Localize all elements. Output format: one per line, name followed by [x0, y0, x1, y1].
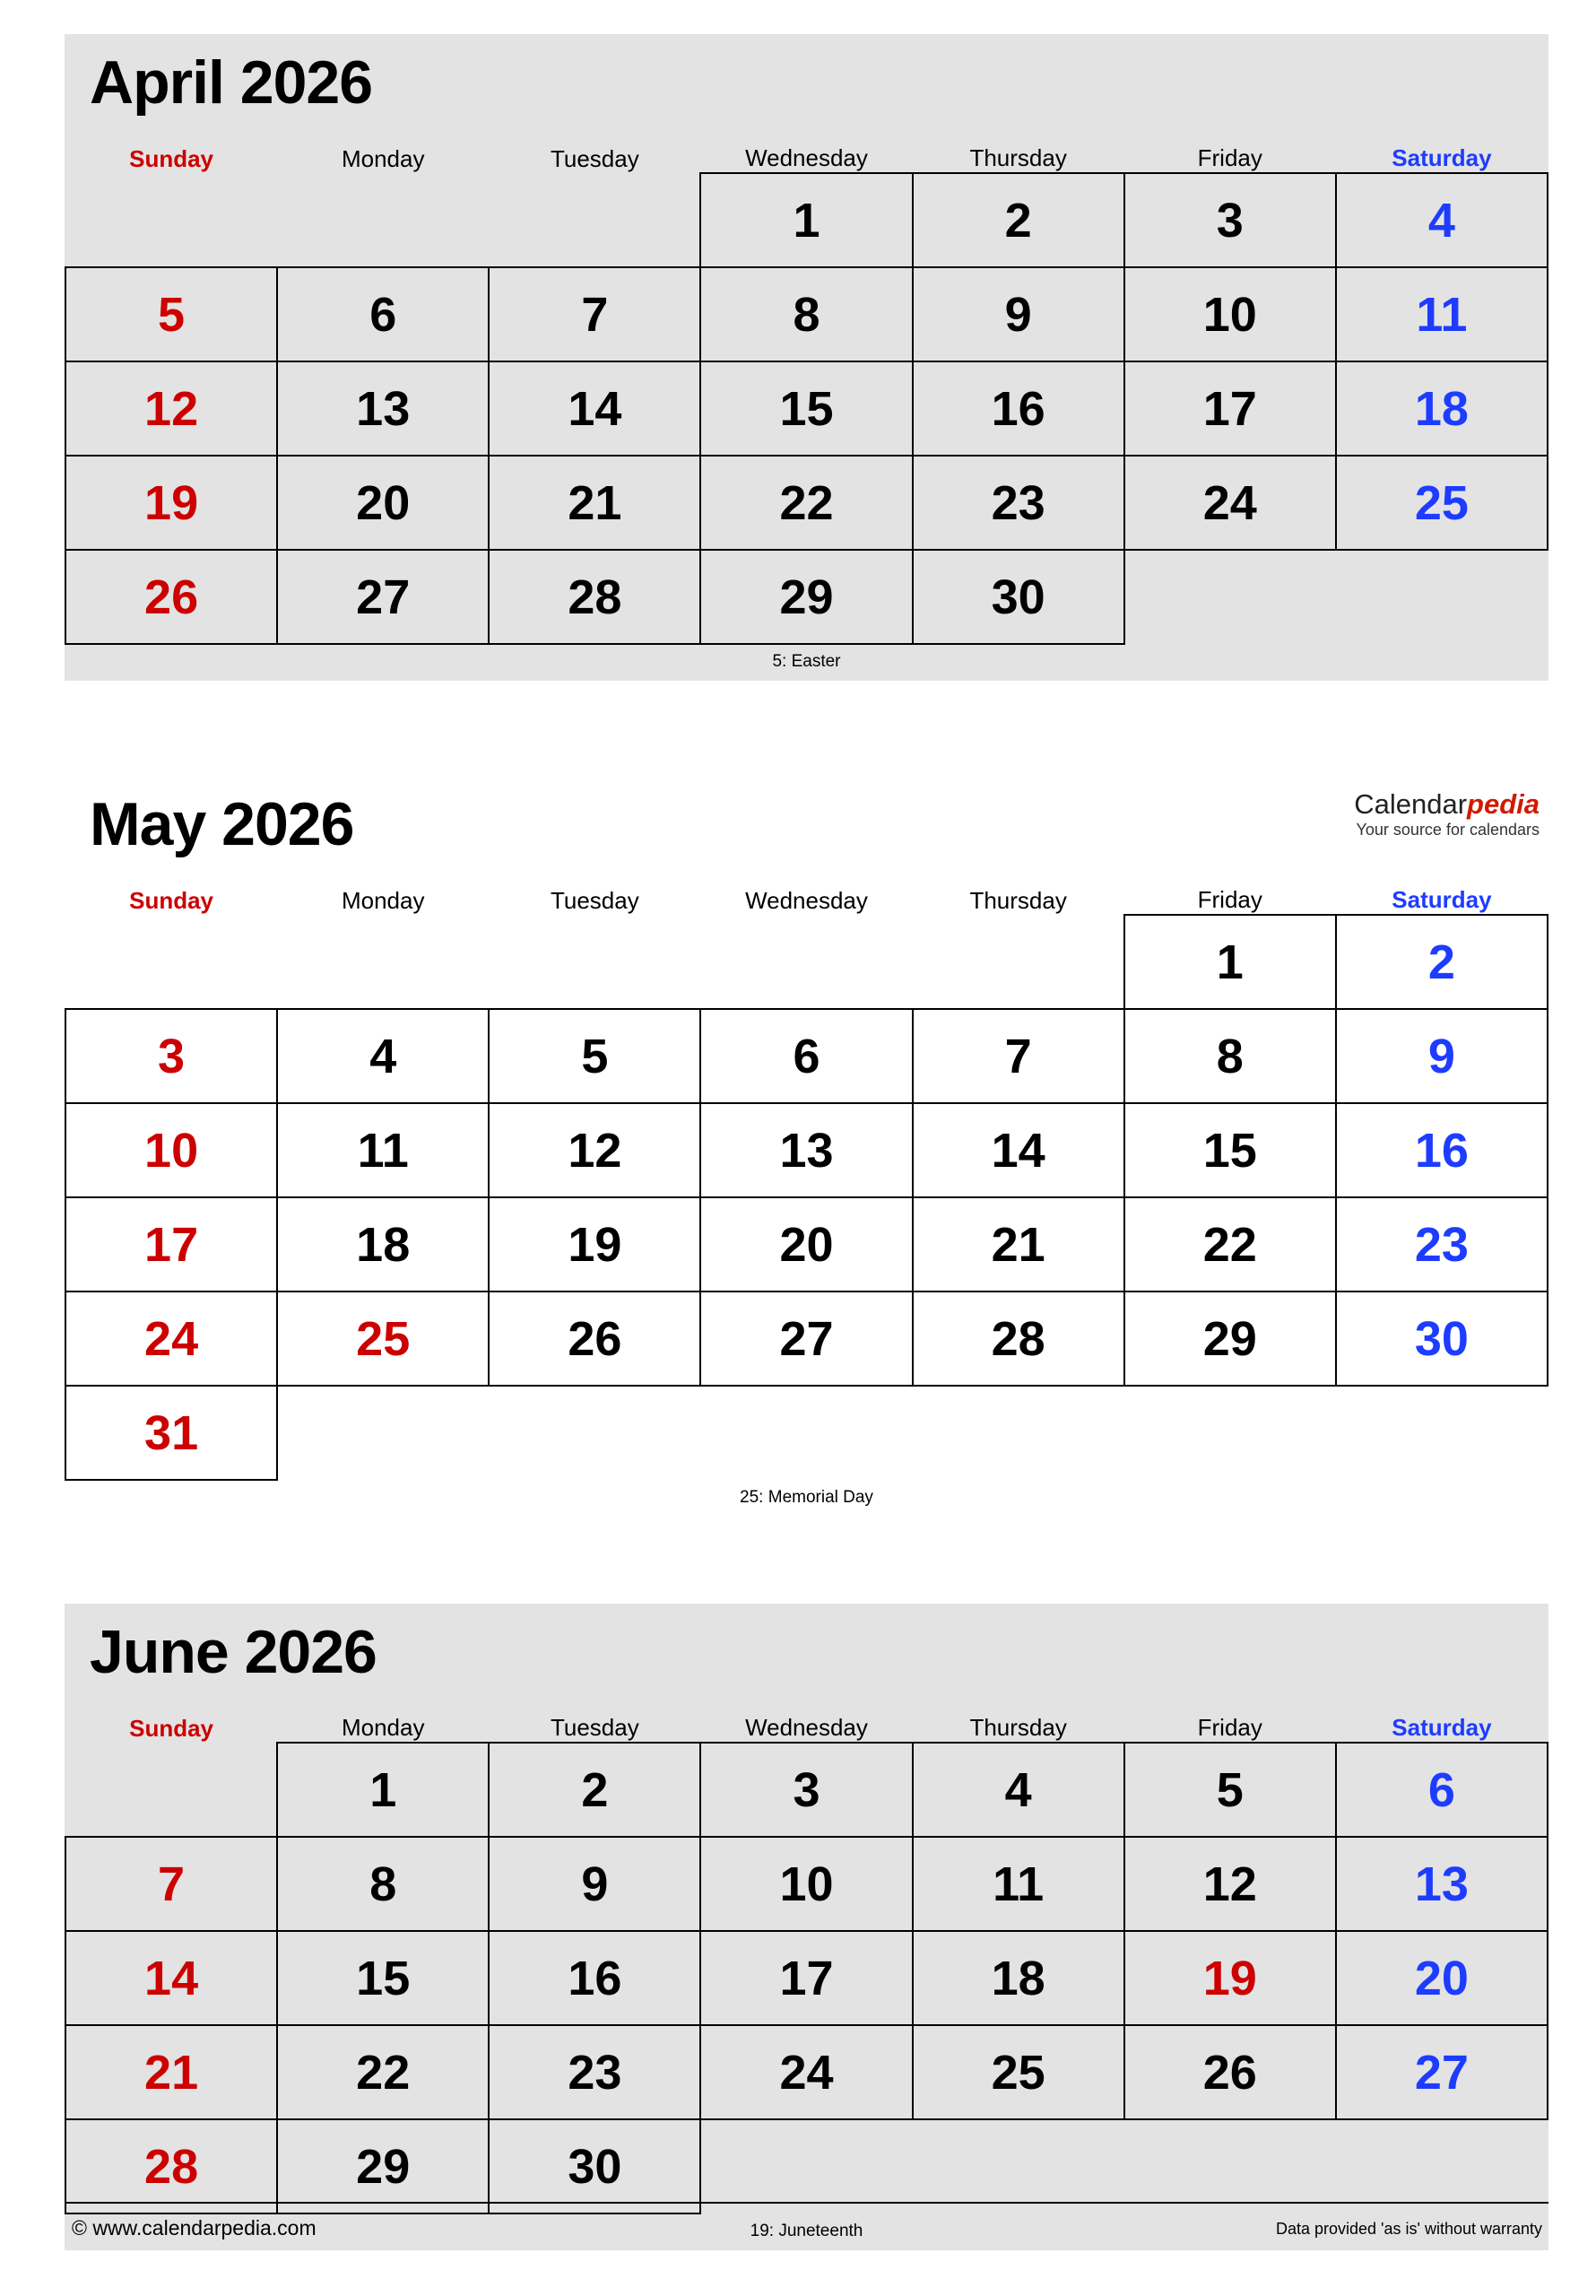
calendar-day-empty [277, 1386, 1548, 1480]
calendar-week-row [65, 1837, 1548, 1931]
month-header-april [65, 34, 1548, 135]
month-note-june: 19: Juneteenth [750, 2222, 863, 2240]
calendar-day-cell[interactable]: 28 [913, 1292, 1124, 1386]
calendar-day-cell[interactable]: 27 [700, 1292, 912, 1386]
weekday-saturday: Saturday [1392, 1714, 1492, 1741]
calendar-day-cell[interactable]: 12 [489, 1103, 700, 1197]
calendar-day-cell[interactable]: 1 [700, 173, 912, 267]
calendar-day-cell[interactable]: 24 [65, 1292, 277, 1386]
calendar-day-cell[interactable]: 17 [1124, 361, 1336, 456]
calendar-day-cell[interactable]: 10 [65, 1103, 277, 1197]
calendar-day-cell[interactable]: 23 [489, 2025, 700, 2119]
calendar-day-cell[interactable]: 17 [700, 1931, 912, 2025]
weekday-monday: Monday [341, 145, 425, 172]
calendar-week-row [65, 1197, 1548, 1292]
weekday-tuesday: Tuesday [550, 145, 639, 172]
calendar-body-june [65, 1743, 1548, 2213]
weekday-wednesday: Wednesday [745, 144, 868, 171]
calendar-day-empty [65, 915, 1124, 1009]
calendar-week-row [65, 1292, 1548, 1386]
calendar-day-cell[interactable]: 27 [277, 550, 489, 644]
calendar-day-cell[interactable]: 8 [700, 267, 912, 361]
calendar-day-cell[interactable]: 28 [489, 550, 700, 644]
calendar-day-empty [700, 2119, 1548, 2213]
month-block-may [65, 776, 1548, 1517]
calendar-day-cell[interactable]: 11 [913, 1837, 1124, 1931]
calendar-day-cell[interactable]: 19 [65, 456, 277, 550]
calendar-day-cell[interactable]: 1 [277, 1743, 489, 1837]
calendar-day-cell[interactable]: 8 [1124, 1009, 1336, 1103]
calendar-day-cell[interactable]: 25 [1336, 456, 1548, 550]
calendar-day-cell[interactable]: 5 [65, 267, 277, 361]
weekday-thursday: Thursday [969, 887, 1067, 914]
calendar-table-june [65, 1704, 1548, 2214]
weekday-header-row [65, 135, 1548, 173]
calendar-day-empty [65, 173, 700, 267]
month-title-april: April 2026 [90, 48, 373, 117]
footer-disclaimer: Data provided 'as is' without warranty [1275, 2220, 1542, 2238]
calendar-day-cell[interactable]: 7 [913, 1009, 1124, 1103]
calendar-day-cell[interactable]: 6 [277, 267, 489, 361]
calendar-day-cell[interactable]: 15 [700, 361, 912, 456]
calendar-day-cell[interactable]: 4 [1336, 173, 1548, 267]
weekday-header-row [65, 1704, 1548, 1743]
calendar-day-cell[interactable]: 20 [700, 1197, 912, 1292]
calendar-day-cell[interactable]: 18 [1336, 361, 1548, 456]
calendar-day-cell[interactable]: 8 [277, 1837, 489, 1931]
month-note-april: 5: Easter [772, 652, 841, 671]
calendar-week-row [65, 2119, 1548, 2213]
weekday-thursday: Thursday [969, 144, 1067, 171]
calendar-day-cell[interactable]: 20 [1336, 1931, 1548, 2025]
calendar-day-cell[interactable]: 6 [700, 1009, 912, 1103]
weekday-monday: Monday [341, 1714, 425, 1741]
calendar-day-cell[interactable]: 18 [277, 1197, 489, 1292]
calendar-week-row [65, 550, 1548, 644]
calendar-week-row [65, 1009, 1548, 1103]
calendar-day-cell[interactable]: 24 [1124, 456, 1336, 550]
calendar-day-cell[interactable]: 25 [277, 1292, 489, 1386]
calendar-day-empty [65, 1743, 277, 1837]
calendar-day-cell[interactable]: 28 [65, 2119, 277, 2213]
month-header-may [65, 776, 1548, 876]
calendar-day-cell[interactable]: 2 [1336, 915, 1548, 1009]
weekday-saturday: Saturday [1392, 144, 1492, 171]
calendar-day-cell[interactable]: 7 [489, 267, 700, 361]
calendar-table-may [65, 876, 1548, 1481]
calendar-week-row [65, 1743, 1548, 1837]
calendar-day-cell[interactable]: 5 [489, 1009, 700, 1103]
footer-divider [65, 2202, 1548, 2204]
calendar-day-cell[interactable]: 12 [1124, 1837, 1336, 1931]
weekday-thursday: Thursday [969, 1714, 1067, 1741]
calendar-day-cell[interactable]: 9 [1336, 1009, 1548, 1103]
calendar-day-cell[interactable]: 7 [65, 1837, 277, 1931]
weekday-monday: Monday [341, 887, 425, 914]
calendar-week-row [65, 173, 1548, 267]
weekday-tuesday: Tuesday [550, 1714, 639, 1741]
calendar-day-cell[interactable]: 3 [65, 1009, 277, 1103]
weekday-sunday: Sunday [129, 1715, 214, 1742]
calendar-body-may [65, 915, 1548, 1480]
calendar-day-cell[interactable]: 30 [913, 550, 1124, 644]
calendar-day-cell[interactable]: 22 [700, 456, 912, 550]
calendar-day-cell[interactable]: 29 [277, 2119, 489, 2213]
calendar-day-cell[interactable]: 19 [489, 1197, 700, 1292]
weekday-wednesday: Wednesday [745, 1714, 868, 1741]
calendar-week-row [65, 1931, 1548, 2025]
calendar-day-cell[interactable]: 29 [1124, 1292, 1336, 1386]
calendar-day-cell[interactable]: 14 [65, 1931, 277, 2025]
calendar-day-cell[interactable]: 25 [913, 2025, 1124, 2119]
calendar-week-row [65, 267, 1548, 361]
calendar-day-cell[interactable]: 4 [913, 1743, 1124, 1837]
calendar-day-cell[interactable]: 15 [1124, 1103, 1336, 1197]
calendar-day-cell[interactable]: 4 [277, 1009, 489, 1103]
weekday-saturday: Saturday [1392, 886, 1492, 913]
calendar-day-cell[interactable]: 23 [1336, 1197, 1548, 1292]
month-block-april [65, 34, 1548, 681]
calendar-day-cell[interactable]: 22 [1124, 1197, 1336, 1292]
weekday-header-row [65, 876, 1548, 915]
calendar-week-row [65, 361, 1548, 456]
calendar-day-cell[interactable]: 11 [277, 1103, 489, 1197]
calendar-day-cell[interactable]: 3 [1124, 173, 1336, 267]
brand-logo [1354, 788, 1540, 839]
brand-tagline: Your source for calendars [1356, 820, 1540, 839]
calendar-day-cell[interactable]: 31 [65, 1386, 277, 1480]
weekday-tuesday: Tuesday [550, 887, 639, 914]
weekday-friday: Friday [1197, 144, 1262, 171]
page-footer [0, 2202, 1596, 2296]
calendar-day-cell[interactable]: 20 [277, 456, 489, 550]
month-header-june [65, 1604, 1548, 1704]
calendar-day-cell[interactable]: 15 [277, 1931, 489, 2025]
calendar-day-cell[interactable]: 21 [913, 1197, 1124, 1292]
calendar-day-cell[interactable]: 3 [700, 1743, 912, 1837]
brand-name-bold: pedia [1467, 788, 1540, 820]
calendar-day-cell[interactable]: 16 [489, 1931, 700, 2025]
calendar-day-cell[interactable]: 10 [700, 1837, 912, 1931]
calendar-table-april [65, 135, 1548, 645]
calendar-day-cell[interactable]: 18 [913, 1931, 1124, 2025]
calendar-week-row [65, 1386, 1548, 1480]
calendar-day-cell[interactable]: 21 [65, 2025, 277, 2119]
calendar-day-cell[interactable]: 16 [913, 361, 1124, 456]
calendar-day-cell[interactable]: 6 [1336, 1743, 1548, 1837]
calendar-day-cell[interactable]: 11 [1336, 267, 1548, 361]
calendar-day-cell[interactable]: 27 [1336, 2025, 1548, 2119]
month-title-june: June 2026 [90, 1618, 377, 1686]
month-block-june [65, 1604, 1548, 2250]
calendar-day-cell[interactable]: 26 [489, 1292, 700, 1386]
calendar-day-cell[interactable]: 14 [489, 361, 700, 456]
calendar-body-april [65, 173, 1548, 644]
calendar-day-cell[interactable]: 1 [1124, 915, 1336, 1009]
calendar-day-cell[interactable]: 9 [913, 267, 1124, 361]
weekday-friday: Friday [1197, 1714, 1262, 1741]
calendar-day-cell[interactable]: 23 [913, 456, 1124, 550]
calendar-day-cell[interactable]: 2 [913, 173, 1124, 267]
month-note-may: 25: Memorial Day [740, 1488, 873, 1507]
calendar-day-cell[interactable]: 12 [65, 361, 277, 456]
month-title-may: May 2026 [90, 790, 354, 858]
calendar-day-cell[interactable]: 26 [65, 550, 277, 644]
calendar-day-cell[interactable]: 29 [700, 550, 912, 644]
calendar-day-cell[interactable]: 30 [489, 2119, 700, 2213]
weekday-sunday: Sunday [129, 887, 214, 914]
calendar-day-cell[interactable]: 14 [913, 1103, 1124, 1197]
calendar-day-cell[interactable]: 13 [700, 1103, 912, 1197]
brand-name [1354, 788, 1540, 821]
calendar-day-cell[interactable]: 21 [489, 456, 700, 550]
calendar-day-cell[interactable]: 5 [1124, 1743, 1336, 1837]
brand-name-regular: Calendar [1354, 788, 1468, 820]
weekday-sunday: Sunday [129, 145, 214, 172]
calendar-day-empty [1124, 550, 1548, 644]
calendar-day-cell[interactable]: 17 [65, 1197, 277, 1292]
footer-copyright: © www.calendarpedia.com [72, 2216, 317, 2239]
calendar-day-cell[interactable]: 26 [1124, 2025, 1336, 2119]
calendar-day-cell[interactable]: 13 [277, 361, 489, 456]
calendar-week-row [65, 1103, 1548, 1197]
calendar-week-row [65, 456, 1548, 550]
calendar-day-cell[interactable]: 30 [1336, 1292, 1548, 1386]
calendar-day-cell[interactable]: 2 [489, 1743, 700, 1837]
calendar-day-cell[interactable]: 9 [489, 1837, 700, 1931]
calendar-week-row [65, 2025, 1548, 2119]
calendar-day-cell[interactable]: 16 [1336, 1103, 1548, 1197]
calendar-day-cell[interactable]: 22 [277, 2025, 489, 2119]
weekday-wednesday: Wednesday [745, 887, 868, 914]
calendar-day-cell[interactable]: 24 [700, 2025, 912, 2119]
weekday-friday: Friday [1197, 886, 1262, 913]
calendar-day-cell[interactable]: 19 [1124, 1931, 1336, 2025]
calendar-day-cell[interactable]: 13 [1336, 1837, 1548, 1931]
calendar-day-cell[interactable]: 10 [1124, 267, 1336, 361]
calendar-week-row [65, 915, 1548, 1009]
